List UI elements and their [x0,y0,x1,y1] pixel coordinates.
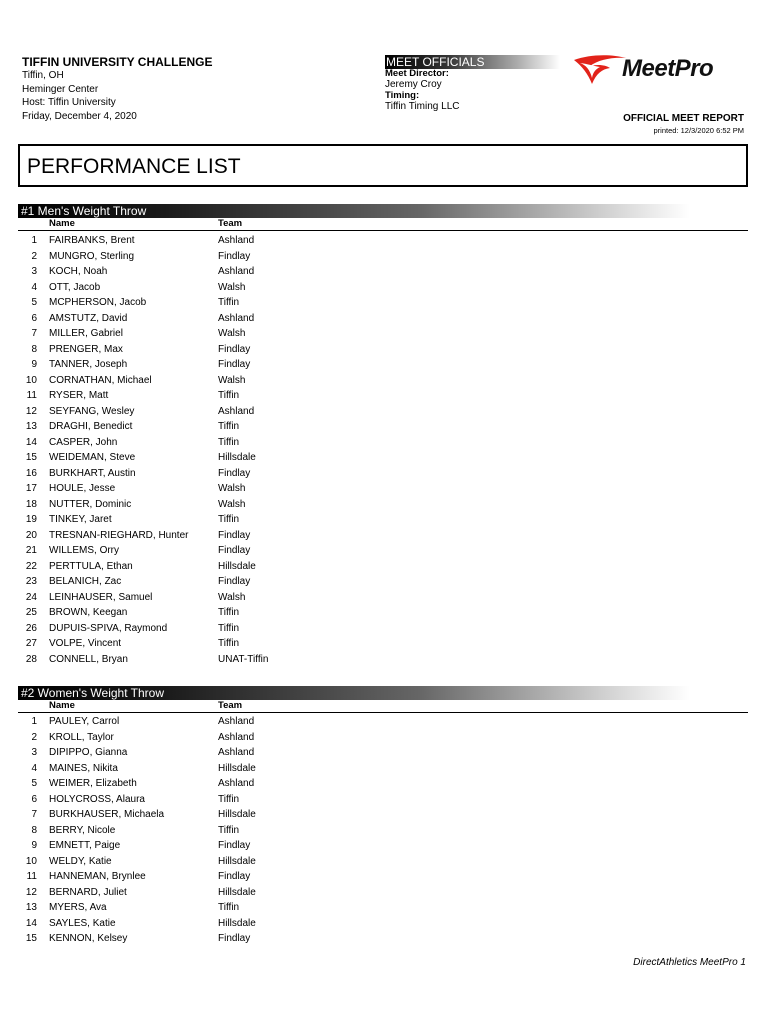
place-cell: 21 [25,545,37,556]
team-cell: Walsh [218,374,246,386]
place-cell: 19 [25,514,37,525]
table-row [18,466,748,482]
table-row [18,807,748,823]
director-label: Meet Director: [385,68,449,79]
name-cell: CORNATHAN, Michael [49,374,152,386]
place-cell: 4 [31,762,37,774]
team-cell: Findlay [218,871,251,882]
team-cell: UNAT-Tiffin [218,653,269,665]
team-cell: Findlay [218,576,251,587]
name-cell: HOLYCROSS, Alaura [49,793,145,805]
footer-text: DirectAthletics MeetPro 1 [633,957,746,968]
place-cell: 4 [31,281,37,293]
team-cell: Hillsdale [218,917,256,929]
table-row [18,435,748,451]
table-row [18,342,748,358]
name-cell: TINKEY, Jaret [49,514,112,525]
team-cell: Hillsdale [218,886,256,898]
name-cell: FAIRBANKS, Brent [49,235,135,246]
name-cell: DIPIPPO, Gianna [49,747,128,758]
team-cell: Ashland [218,235,255,246]
place-cell: 1 [31,716,37,727]
table-row [18,714,748,730]
team-cell: Ashland [218,716,255,727]
name-cell: VOLPE, Vincent [49,638,122,649]
team-cell: Findlay [218,467,251,479]
table-row [18,373,748,389]
team-cell: Findlay [218,933,251,944]
table-row [18,792,748,808]
meet-date: Friday, December 4, 2020 [22,110,137,122]
table-row [18,745,748,761]
table-row [18,497,748,513]
name-cell: WEIMER, Elizabeth [49,778,137,789]
name-cell: BURKHART, Austin [49,467,136,479]
table-row [18,869,748,885]
name-cell: EMNETT, Paige [49,840,121,851]
table-row [18,249,748,265]
meet-title: TIFFIN UNIVERSITY CHALLENGE [22,55,213,69]
logo-text: MeetPro [622,55,714,82]
table-row [18,512,748,528]
meet-location: Tiffin, OH [22,70,64,81]
place-cell: 10 [25,855,37,867]
team-cell: Walsh [218,483,246,494]
name-cell: WELDY, Katie [49,855,112,867]
name-cell: OTT, Jacob [49,281,101,293]
name-cell: MYERS, Ava [49,902,107,913]
name-cell: PAULEY, Carrol [49,716,120,727]
team-cell: Findlay [218,250,251,262]
table-row [18,559,748,575]
table-row [18,761,748,777]
place-cell: 10 [25,374,37,386]
table-row [18,419,748,435]
team-cell: Hillsdale [218,452,256,463]
table-row [18,652,748,668]
team-cell: Tiffin [218,902,240,913]
event-header: #1 Men's Weight Throw [18,204,748,218]
name-cell: CONNELL, Bryan [49,653,128,665]
table-row [18,357,748,373]
event-2-entries [18,714,748,947]
place-cell: 17 [25,483,37,494]
place-cell: 3 [31,747,37,758]
meet-info [22,55,212,123]
table-row [18,528,748,544]
name-cell: WILLEMS, Orry [49,545,120,556]
officials-header: MEET OFFICIALS [385,55,560,69]
name-cell: MUNGRO, Sterling [49,250,135,262]
performance-list-box [18,144,748,187]
place-cell: 23 [25,576,37,587]
place-cell: 1 [31,235,37,246]
table-row [18,776,748,792]
team-cell: Findlay [218,343,251,355]
place-cell: 27 [25,638,37,649]
team-cell: Walsh [218,281,246,293]
table-row [18,636,748,652]
name-cell: MILLER, Gabriel [49,328,123,339]
table-row [18,605,748,621]
place-cell: 13 [25,421,37,432]
place-cell: 11 [26,871,37,882]
table-row [18,916,748,932]
name-cell: SEYFANG, Wesley [49,405,135,417]
table-row [18,233,748,249]
place-cell: 14 [25,917,37,929]
name-cell: BURKHAUSER, Michaela [49,809,165,820]
place-cell: 5 [31,297,37,308]
table-row [18,543,748,559]
column-header-row [18,701,748,713]
name-cell: HOULE, Jesse [49,483,116,494]
name-cell: DUPUIS-SPIVA, Raymond [49,622,168,634]
place-cell: 2 [31,731,37,743]
team-cell: Tiffin [218,638,240,649]
table-row [18,404,748,420]
place-cell: 12 [25,405,37,417]
team-cell: Tiffin [218,421,240,432]
name-cell: PERTTULA, Ethan [49,560,133,572]
place-cell: 22 [25,560,37,572]
column-header-row [18,219,748,231]
table-row [18,823,748,839]
team-cell: Hillsdale [218,809,256,820]
column-header-team: Team [218,218,243,229]
name-cell: NUTTER, Dominic [49,498,132,510]
team-cell: Hillsdale [218,560,256,572]
report-title: OFFICIAL MEET REPORT [623,113,744,124]
name-cell: LEINHAUSER, Samuel [49,591,153,603]
team-cell: Walsh [218,498,246,510]
place-cell: 8 [31,343,37,355]
team-cell: Tiffin [218,436,240,448]
name-cell: CASPER, John [49,436,118,448]
table-row [18,295,748,311]
team-cell: Tiffin [218,514,240,525]
table-row [18,280,748,296]
printed-timestamp: printed: 12/3/2020 6:52 PM [653,126,744,135]
name-cell: RYSER, Matt [49,390,109,401]
place-cell: 6 [31,793,37,805]
team-cell: Hillsdale [218,762,256,774]
name-cell: TRESNAN-RIEGHARD, Hunter [49,529,189,541]
name-cell: TANNER, Joseph [49,359,128,370]
place-cell: 18 [25,498,37,510]
team-cell: Tiffin [218,824,240,836]
name-cell: KOCH, Noah [49,266,108,277]
table-row [18,311,748,327]
team-cell: Findlay [218,529,251,541]
team-cell: Ashland [218,312,255,324]
place-cell: 25 [25,607,37,618]
place-cell: 20 [25,529,37,541]
table-row [18,730,748,746]
place-cell: 13 [25,902,37,913]
team-cell: Tiffin [218,622,240,634]
column-header-team: Team [218,700,243,711]
event-header: #2 Women's Weight Throw [18,686,748,700]
team-cell: Walsh [218,591,246,603]
team-cell: Tiffin [218,390,240,401]
table-row [18,481,748,497]
team-cell: Ashland [218,405,255,417]
page-title: PERFORMANCE LIST [27,155,241,178]
place-cell: 6 [31,312,37,324]
place-cell: 24 [25,591,37,603]
place-cell: 9 [31,840,37,851]
place-cell: 8 [31,824,37,836]
table-row [18,326,748,342]
table-row [18,885,748,901]
name-cell: BROWN, Keegan [49,607,128,618]
team-cell: Ashland [218,266,255,277]
table-row [18,574,748,590]
place-cell: 15 [25,452,37,463]
place-cell: 15 [25,933,37,944]
meetpro-logo [572,52,752,86]
swoosh-icon [572,52,628,86]
name-cell: KENNON, Kelsey [49,933,128,944]
name-cell: DRAGHI, Benedict [49,421,133,432]
name-cell: AMSTUTZ, David [49,312,128,324]
team-cell: Hillsdale [218,855,256,867]
timing-label: Timing: [385,89,420,101]
name-cell: WEIDEMAN, Steve [49,452,136,463]
place-cell: 11 [26,390,37,401]
team-cell: Findlay [218,359,251,370]
team-cell: Tiffin [218,297,240,308]
column-header-name: Name [49,700,75,711]
place-cell: 2 [31,250,37,262]
name-cell: PRENGER, Max [49,343,123,355]
table-row [18,450,748,466]
table-row [18,931,748,947]
table-row [18,838,748,854]
place-cell: 7 [31,328,37,339]
place-cell: 16 [25,467,37,479]
name-cell: BERRY, Nicole [49,824,116,836]
name-cell: BERNARD, Juliet [49,886,127,898]
director-name: Jeremy Croy [385,79,442,90]
name-cell: KROLL, Taylor [49,731,114,743]
timing-name: Tiffin Timing LLC [385,100,460,112]
table-row [18,590,748,606]
team-cell: Walsh [218,328,246,339]
table-row [18,388,748,404]
table-row [18,854,748,870]
name-cell: SAYLES, Katie [49,917,116,929]
table-row [18,264,748,280]
team-cell: Ashland [218,747,255,758]
place-cell: 7 [31,809,37,820]
meet-officials [385,55,560,112]
table-row [18,900,748,916]
team-cell: Findlay [218,840,251,851]
place-cell: 5 [31,778,37,789]
team-cell: Findlay [218,545,251,556]
name-cell: HANNEMAN, Brynlee [49,871,146,882]
team-cell: Ashland [218,778,255,789]
place-cell: 9 [31,359,37,370]
team-cell: Tiffin [218,607,240,618]
team-cell: Tiffin [218,793,240,805]
place-cell: 14 [25,436,37,448]
table-row [18,621,748,637]
place-cell: 12 [25,886,37,898]
meet-host: Host: Tiffin University [22,97,116,108]
name-cell: MCPHERSON, Jacob [49,297,147,308]
name-cell: BELANICH, Zac [49,576,122,587]
place-cell: 26 [25,622,37,634]
meet-venue: Heminger Center [22,83,99,95]
name-cell: MAINES, Nikita [49,762,118,774]
event-1-entries [18,233,748,667]
place-cell: 3 [31,266,37,277]
team-cell: Ashland [218,731,255,743]
column-header-name: Name [49,218,75,229]
place-cell: 28 [25,653,37,665]
